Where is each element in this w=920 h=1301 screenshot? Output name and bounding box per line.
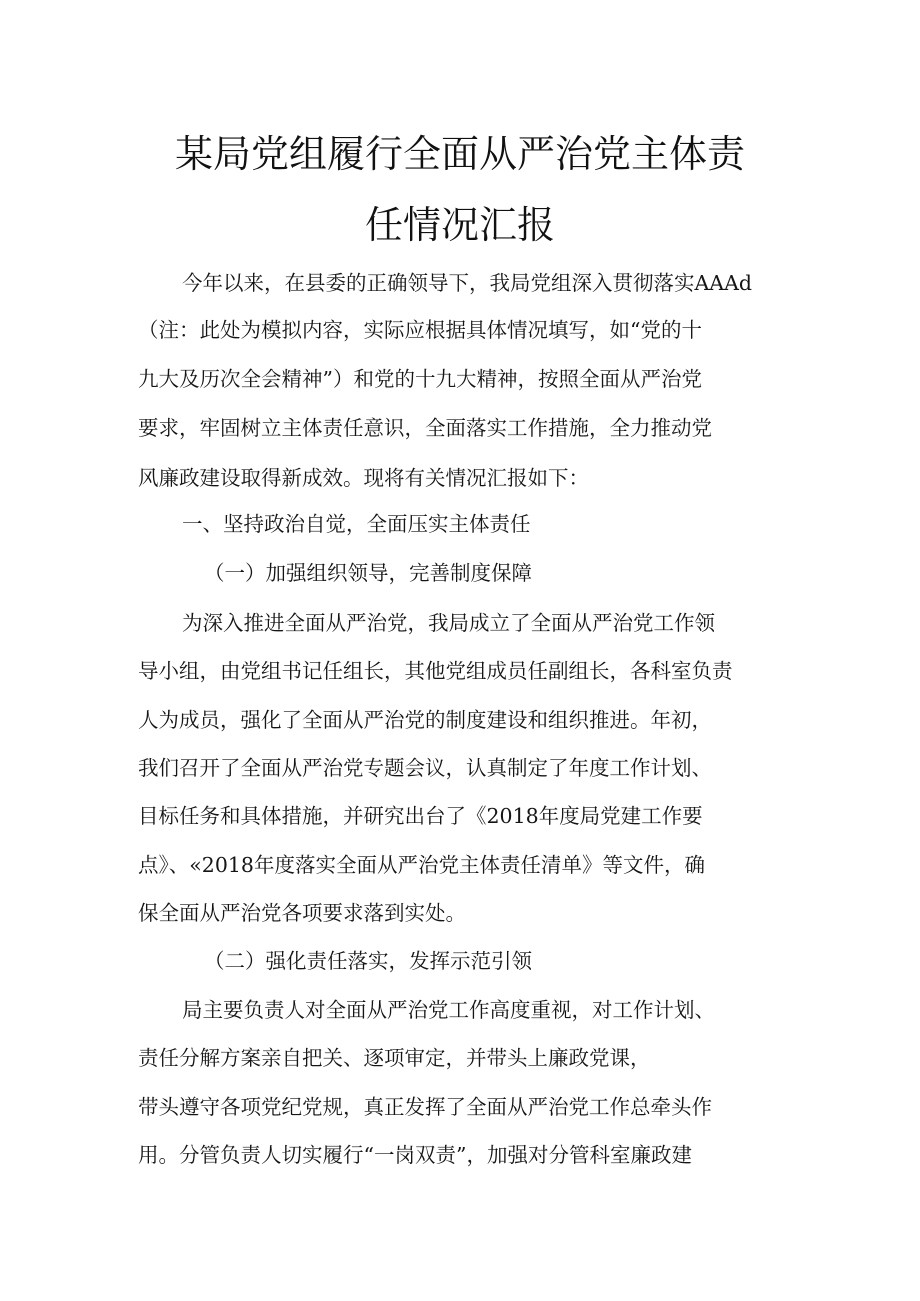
section-heading: 一、坚持政治自觉，全面压实主体责任 xyxy=(182,512,531,536)
paragraph-line: 责任分解方案亲自把关、逐项审定，并带头上廉政党课， xyxy=(138,1046,651,1070)
paragraph-line: 保全面从严治党各项要求落到实处。 xyxy=(138,901,466,925)
paragraph-line: 我们召开了全面从严治党专题会议，认真制定了年度工作计划、 xyxy=(138,756,712,780)
paragraph-line: 带头遵守各项党纪党规，真正发挥了全面从严治党工作总牵头作 xyxy=(138,1095,712,1119)
subsection-heading: （二）强化责任落实，发挥示范引领 xyxy=(204,949,532,973)
document-title-line-2: 任情况汇报 xyxy=(364,203,555,247)
paragraph-line: 要求，牢固树立主体责任意识，全面落实工作措施，全力推动党 xyxy=(138,416,712,440)
paragraph-line: 九大及历次全会精神”）和党的十九大精神，按照全面从严治党 xyxy=(138,367,702,391)
subsection-heading: （一）加强组织领导，完善制度保障 xyxy=(204,561,532,585)
paragraph-line: 风廉政建设取得新成效。现将有关情况汇报如下： xyxy=(138,466,589,490)
paragraph-line: 今年以来，在县委的正确领导下，我局党组深入贯彻落实AAAd xyxy=(182,271,753,295)
document-title-line-1: 某局党组履行全面从严治党主体责 xyxy=(174,132,745,176)
paragraph-line: 导小组，由党组书记任组长，其他党组成员任副组长，各科室负责 xyxy=(138,659,733,683)
paragraph-line: 点》、«2018年度落实全面从严治党主体责任清单》等文件，确 xyxy=(138,853,705,877)
paragraph-line: 为深入推进全面从严治党，我局成立了全面从严治党工作领 xyxy=(182,611,715,635)
paragraph-line: （注：此处为模拟内容，实际应根据具体情况填写，如“党的十 xyxy=(138,318,702,342)
paragraph-line: 人为成员，强化了全面从严治党的制度建设和组织推进。年初， xyxy=(138,708,712,732)
paragraph-line: 用。分管负责人切实履行“一岗双责”，加强对分管科室廉政建 xyxy=(138,1143,692,1167)
paragraph-line: 目标任务和具体措施，并研究出台了《2018年度局党建工作要 xyxy=(138,804,703,828)
paragraph-line: 局主要负责人对全面从严治党工作高度重视，对工作计划、 xyxy=(182,998,715,1022)
